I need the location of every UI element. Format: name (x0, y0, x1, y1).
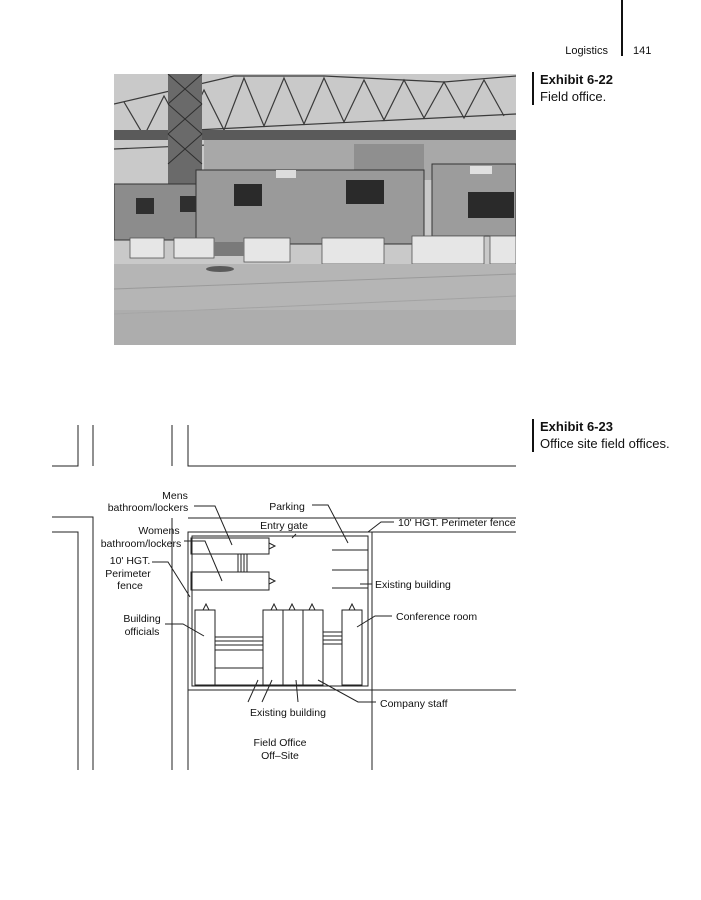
running-head: Logistics (565, 45, 608, 57)
label-perimeter-fence-top: 10' HGT. Perimeter fence (398, 517, 516, 529)
exhibit-number: Exhibit 6-23 (540, 419, 613, 434)
label-building-officials-1: Building (123, 613, 161, 625)
label-conference-room: Conference room (396, 611, 478, 623)
page-number: 141 (633, 45, 652, 57)
label-entry-gate: Entry gate (260, 520, 308, 532)
label-fence-1: 10' HGT. (109, 555, 151, 567)
label-existing-building-bottom: Existing building (250, 707, 326, 719)
label-fence-2: Perimeter (105, 568, 151, 580)
site-plan-diagram (0, 415, 701, 785)
label-womens: Womens (138, 525, 180, 537)
label-existing-building-right: Existing building (375, 579, 451, 591)
label-field-office-2: Off–Site (261, 750, 299, 762)
label-parking: Parking (269, 501, 305, 513)
label-mens-sub: bathroom/lockers (107, 502, 189, 514)
label-fence-3: fence (117, 580, 143, 592)
exhibit-caption: Field office. (540, 89, 607, 104)
label-building-officials-2: officials (124, 626, 160, 638)
label-mens: Mens (162, 490, 188, 502)
header-rule (621, 0, 623, 56)
exhibit-number: Exhibit 6-22 (540, 72, 613, 87)
label-womens-sub: bathroom/lockers (100, 538, 182, 550)
exhibit-caption: Office site field offices. (540, 436, 670, 451)
label-field-office-1: Field Office (253, 737, 307, 749)
label-company-staff: Company staff (380, 698, 448, 710)
exhibit-6-22-caption (532, 72, 690, 105)
field-office-photo (114, 74, 516, 345)
